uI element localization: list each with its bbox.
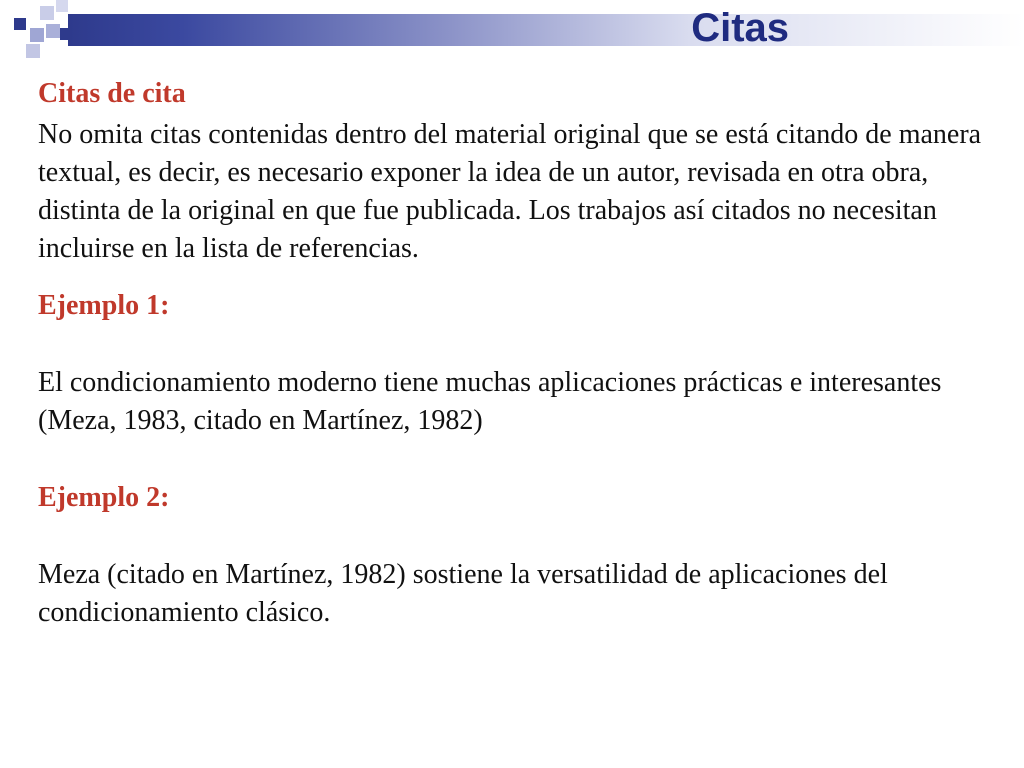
example-2-text: Meza (citado en Martínez, 1982) sostiene la versatilidad de aplicaciones del condicionamiento clásico. [38, 559, 888, 628]
example-1-heading: Ejemplo 1: [38, 290, 170, 321]
section-heading: Citas de cita [38, 78, 186, 109]
intro-paragraph: No omita citas contenidas dentro del material original que se está citando de manera textual, es decir, es necesario exponer la idea de un autor, revisada en otra obra, distinta de la original en que fue publicada. Los trabajos así citados no necesitan incluirse en la lista de referencias. [38, 119, 982, 264]
slide-content [38, 74, 988, 632]
example-1-text: El condicionamiento moderno tiene muchas aplicaciones prácticas e interesantes (Meza, 1983, citado en Martínez, 1982) [38, 367, 942, 436]
slide-title: Citas [691, 6, 789, 50]
example-2-heading: Ejemplo 2: [38, 482, 170, 513]
